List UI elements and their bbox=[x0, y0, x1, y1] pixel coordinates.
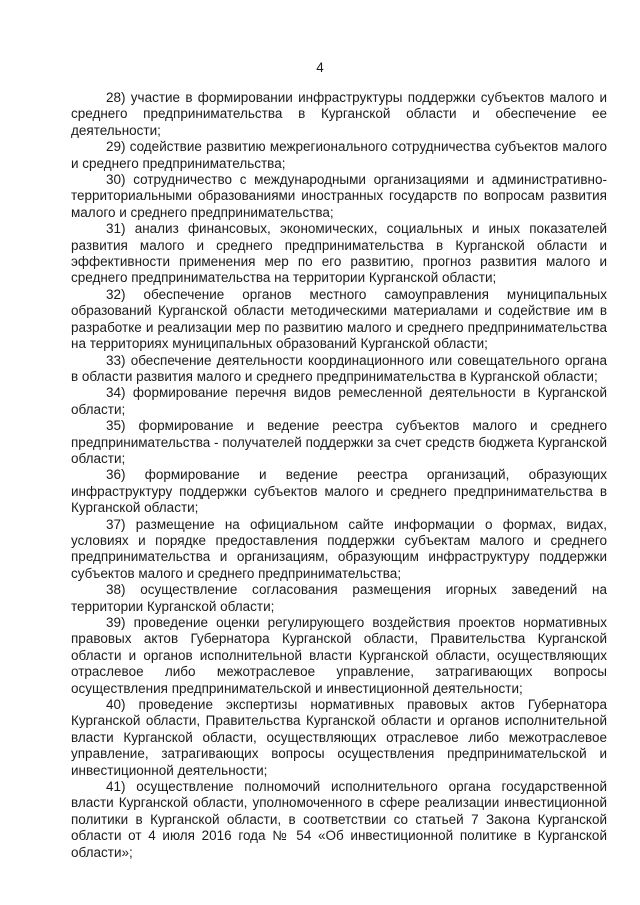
list-item: 36) формирование и ведение реестра организаций, образующих инфраструктуру поддержки субъектов малого и среднего предпринимательства в Курганской области; bbox=[71, 467, 607, 516]
list-item: 35) формирование и ведение реестра субъектов малого и среднего предпринимательства - получателей поддержки за счет средств бюджета Курганской области; bbox=[71, 418, 607, 466]
list-item: 41) осуществление полномочий исполнительного органа государственной власти Курганской области, уполномоченного в сфере реализации инвестиционной политики в Курганской области, в соответствии со статьей 7 Закона Курганской области от 4 июля 2016 года № 54 «Об инвестиционной политике в Курганской области»; bbox=[71, 779, 607, 860]
list-item: 30) сотрудничество с международными организациями и административно-территориальными образованиями иностранных государств по вопросам развития малого и среднего предпринимательства; bbox=[71, 172, 607, 220]
document-body bbox=[71, 90, 607, 861]
list-item: 34) формирование перечня видов ремесленной деятельности в Курганской области; bbox=[71, 385, 607, 417]
list-item: 32) обеспечение органов местного самоуправления муниципальных образований Курганской области методическими материалами и содействие им в разработке и реализации мер по развитию малого и среднего предпринимательства на территориях муниципальных образований Курганской области; bbox=[71, 286, 607, 352]
list-item: 37) размещение на официальном сайте информации о формах, видах, условиях и порядке предоставления поддержки субъектам малого и среднего предпринимательства и организациям, образующим инфраструктуру поддержки субъектов малого и среднего предпринимательства; bbox=[71, 516, 607, 581]
list-item: 28) участие в формировании инфраструктуры поддержки субъектов малого и среднего предпринимательства в Курганской области и обеспечение ее деятельности; bbox=[71, 90, 607, 138]
list-item: 38) осуществление согласования размещения игорных заведений на территории Курганской области; bbox=[71, 582, 607, 614]
list-item: 31) анализ финансовых, экономических, социальных и иных показателей развития малого и среднего предпринимательства в Курганской области и эффективности применения мер по его развитию, прогноз развития малого и среднего предпринимательства на территории Курганской области; bbox=[71, 221, 607, 286]
list-item: 39) проведение оценки регулирующего воздействия проектов нормативных правовых актов Губернатора Курганской области, Правительства Курганской области и органов исполнительной власти Курганской области, осуществляющих отраслевое либо межотраслевое управление, затрагивающих вопросы осуществления предпринимательской и инвестиционной деятельности; bbox=[71, 615, 607, 696]
list-item: 29) содействие развитию межрегионального сотрудничества субъектов малого и среднего предпринимательства; bbox=[71, 139, 607, 171]
list-item: 33) обеспечение деятельности координационного или совещательного органа в области развития малого и среднего предпринимательства в Курганской области; bbox=[71, 352, 607, 384]
page-number: 4 bbox=[316, 60, 324, 75]
list-item: 40) проведение экспертизы нормативных правовых актов Губернатора Курганской области, Правительства Курганской области и органов исполнительной власти Курганской области, осуществляющих отраслевое либо межотраслевое управление, затрагивающих вопросы осуществления предпринимательской и инвестиционной деятельности; bbox=[71, 697, 607, 778]
